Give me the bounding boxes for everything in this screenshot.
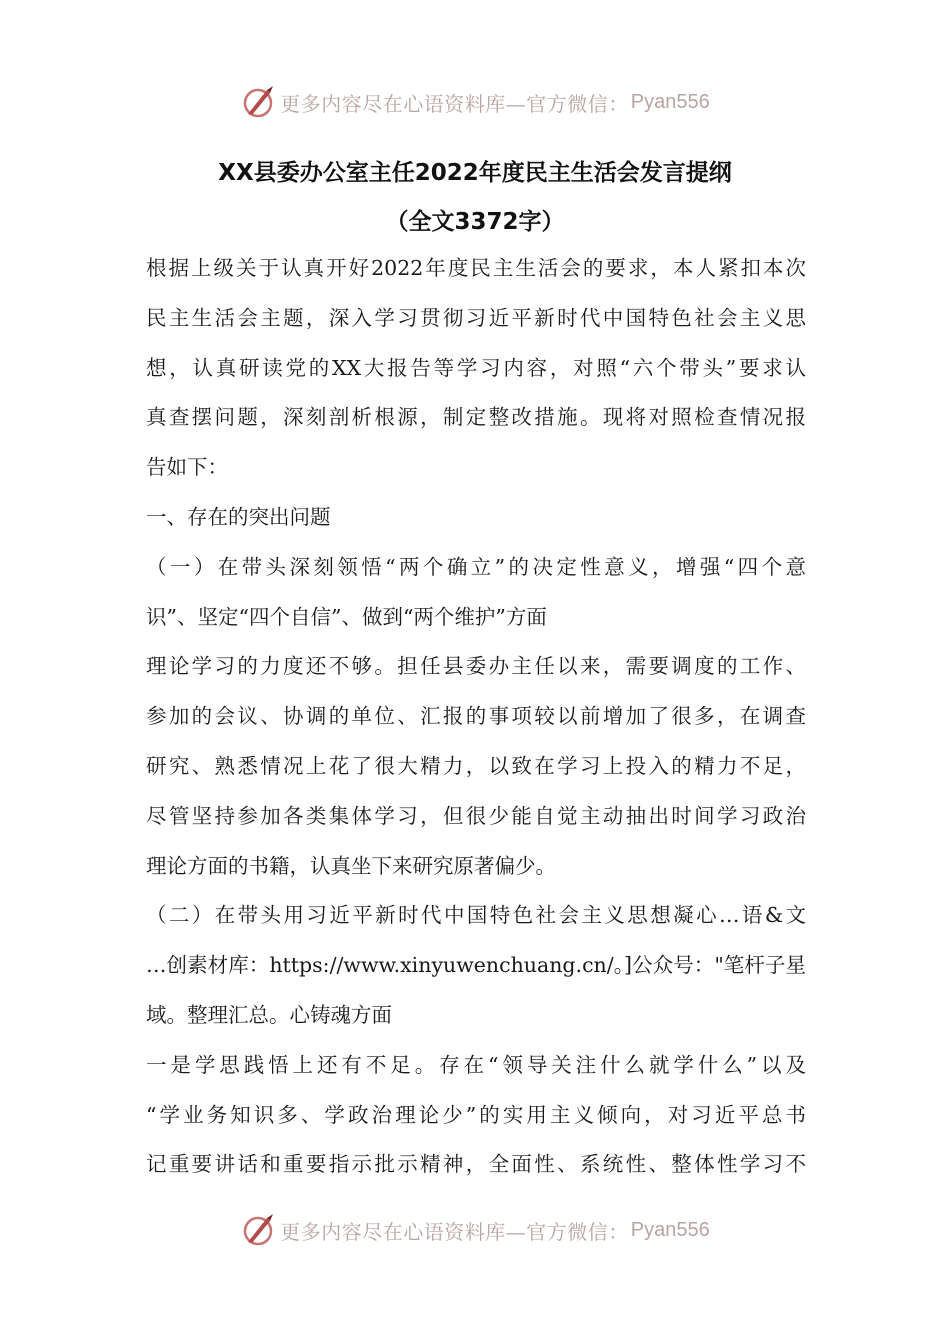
document-body: [146, 244, 806, 1190]
body-line: 理论方面的书籍，认真坐下来研究原著偏少。: [146, 853, 556, 878]
banner-text: 更多内容尽在心语资料库—官方微信：: [280, 91, 629, 116]
subsection-heading: 域。整理汇总。心铸魂方面: [146, 1002, 392, 1027]
body-line: “学业务知识多、学政治理论少”的实用主义倾向，对习近平总书: [146, 1102, 806, 1127]
subsection-heading: （二）在带头用习近平新时代中国特色社会主义思想凝心…语&文: [146, 903, 806, 928]
body-line: 记重要讲话和重要指示批示精神，全面性、系统性、整体性学习不: [146, 1152, 806, 1177]
banner-wechat-id: Pyan556: [630, 1218, 710, 1241]
header-watermark-banner: [0, 80, 950, 124]
body-line: 一是学思践悟上还有不足。存在“领导关注什么就学什么”以及: [146, 1052, 806, 1077]
footer-watermark-banner: [0, 1208, 950, 1252]
body-line: 尽管坚持参加各类集体学习，但很少能自觉主动抽出时间学习政治: [146, 803, 806, 828]
body-line: 想，认真研读党的XX大报告等学习内容，对照“六个带头”要求认: [146, 355, 806, 380]
quill-pen-circle-icon: [240, 84, 276, 120]
banner-wechat-id: Pyan556: [630, 90, 710, 113]
body-line: 研究、熟悉情况上花了很大精力，以致在学习上投入的精力不足，: [146, 753, 806, 778]
banner-text: 更多内容尽在心语资料库—官方微信：: [280, 1219, 629, 1244]
subsection-heading: …创素材库：https://www.xinyuwenchuang.cn/。]公众号："笔杆子星: [146, 953, 806, 978]
subsection-heading: 识”、坚定“四个自信”、做到“两个维护”方面: [146, 604, 547, 629]
body-line: 参加的会议、协调的单位、汇报的事项较以前增加了很多，在调查: [146, 704, 806, 729]
section-heading: 一、存在的突出问题: [146, 504, 331, 529]
subsection-heading: （一）在带头深刻领悟“两个确立”的决定性意义，增强“四个意: [146, 554, 806, 579]
body-line: 真查摆问题，深刻剖析根源，制定整改措施。现将对照检查情况报: [146, 405, 806, 430]
body-line: 民主生活会主题，深入学习贯彻习近平新时代中国特色社会主义思: [146, 305, 806, 330]
quill-pen-circle-icon: [240, 1212, 276, 1248]
body-line: 根据上级关于认真开好2022年度民主生活会的要求，本人紧扣本次: [146, 256, 806, 280]
document-subtitle: （全文3372字）: [385, 209, 565, 235]
body-line: 理论学习的力度还不够。担任县委办主任以来，需要调度的工作、: [146, 654, 806, 679]
document-title: XX县委办公室主任2022年度民主生活会发言提纲: [218, 160, 732, 186]
body-line: 告如下：: [146, 455, 228, 480]
